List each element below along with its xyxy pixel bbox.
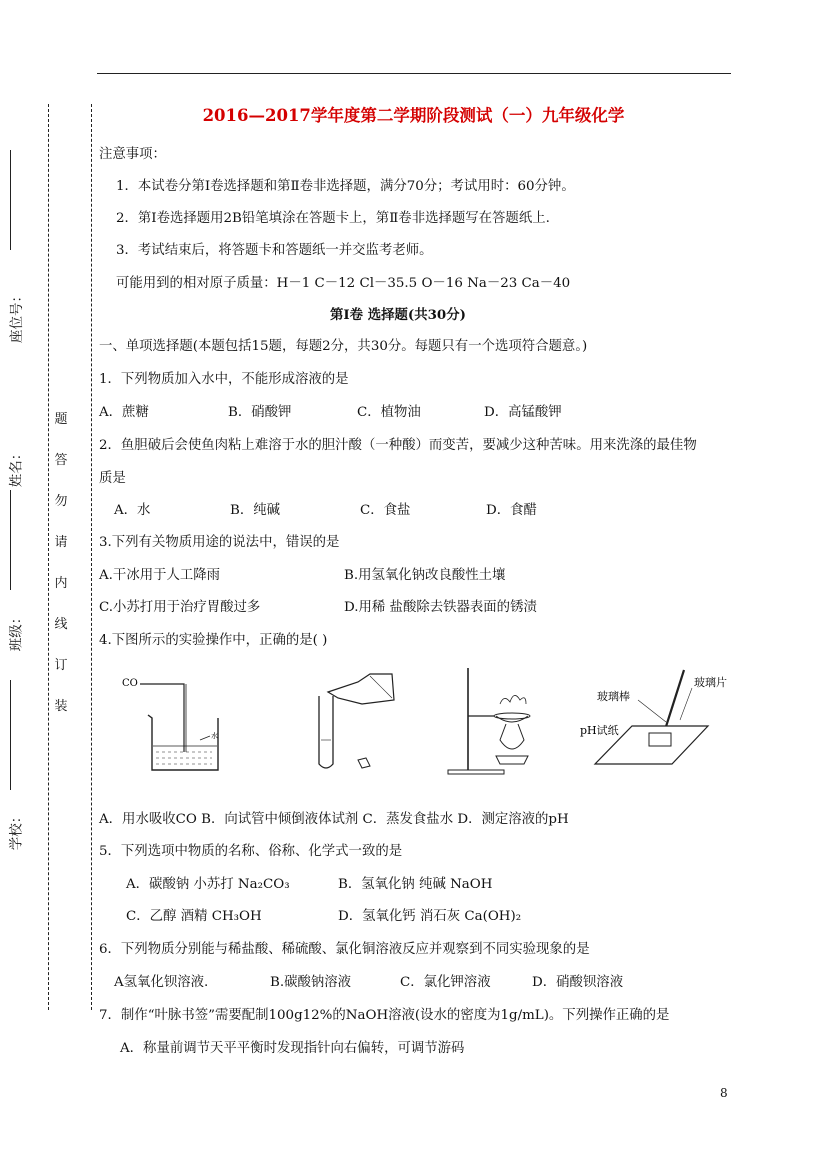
margin-char-xian: 线 [54,617,68,632]
margin-char-zhuang: 装 [54,699,68,714]
margin-char-wu: 勿 [54,494,68,509]
margin-char-qing: 请 [54,535,68,550]
q3-option-d: D.用稀 盐酸除去铁器表面的锈渍 [344,600,537,615]
page-number: 8 [720,1086,728,1100]
q5-option-d: D．氢氧化钙 消石灰 Ca(OH)₂ [338,909,522,924]
svg-text:玻璃片: 玻璃片 [694,676,727,689]
notes-heading: 注意事项： [99,147,166,162]
atomic-mass-line: 可能用到的相对原子质量：H－1 C－12 Cl－35.5 O－16 Na－23 Ca－40 [116,276,571,291]
q2-stem-cont: 质是 [99,471,126,486]
q1-option-b: B．硝酸钾 [228,405,292,420]
q4-stem: 4.下图所示的实验操作中，正确的是( ) [99,633,328,648]
binding-dashed-line-outer [48,104,49,1010]
binding-dashed-line-inner [91,104,92,1010]
margin-char-ding: 订 [54,658,68,673]
section-instructions: 一、单项选择题(本题包括15题，每题2分，共30分。每题只有一个选项符合题意。) [99,339,588,354]
svg-text:pH试纸: pH试纸 [580,724,619,737]
note-item-1: 1．本试卷分第Ⅰ卷选择题和第Ⅱ卷非选择题，满分70分；考试用时：60分钟。 [116,179,575,194]
q6-option-b: B.碳酸钠溶液 [270,975,352,990]
q7-stem: 7．制作“叶脉书签”需要配制100g12%的NaOH溶液(设水的密度为1g/mL)。下列操作正确的是 [99,1008,670,1023]
q6-option-c: C．氯化钾溶液 [400,975,491,990]
note-item-3: 3．考试结束后，将答题卡和答题纸一并交监考老师。 [116,243,433,258]
seat-number-blank [10,150,11,250]
q1-option-a: A．蔗糖 [99,405,149,420]
q3-option-b: B.用氢氧化钠改良酸性土壤 [344,568,506,583]
svg-text:CO: CO [122,678,138,689]
q5-option-b: B．氢氧化钠 纯碱 NaOH [338,877,493,892]
school-label: 学校： [8,809,25,851]
q2-option-b: B．纯碱 [230,503,281,518]
q3-option-c: C.小苏打用于治疗胃酸过多 [99,600,261,615]
q2-option-c: C．食盐 [360,503,411,518]
q4-options: A．用水吸收CO B．向试管中倾倒液体试剂 C．蒸发食盐水 D．测定溶液的pH [99,812,569,827]
q5-option-a: A．碳酸钠 小苏打 Na₂CO₃ [126,877,290,892]
figure-a-beaker [122,678,218,770]
margin-char-nei: 内 [54,576,68,591]
name-blank [10,490,11,590]
figure-b-test-tube [319,674,394,768]
section-title: 第Ⅰ卷 选择题(共30分) [330,307,466,323]
seat-number-label: 座位号： [9,289,25,343]
page-title: 2016—2017学年度第二学期阶段测试（一）九年级化学 [202,106,625,125]
q2-stem: 2．鱼胆破后会使鱼肉粘上难溶于水的胆汁酸（一种酸）而变苦，要减少这种苦味。用来洗涤的最佳物 [99,438,697,453]
q7-option-a: A．称量前调节天平平衡时发现指针向右偏转，可调节游码 [120,1041,465,1056]
q1-option-d: D．高锰酸钾 [484,405,562,420]
q1-stem: 1．下列物质加入水中，不能形成溶液的是 [99,372,349,387]
svg-text:玻璃棒: 玻璃棒 [597,690,630,703]
margin-char-ti: 题 [54,412,68,427]
q3-stem: 3.下列有关物质用途的说法中，错误的是 [99,535,340,550]
q3-option-a: A.干冰用于人工降雨 [99,568,221,583]
q5-option-c: C．乙醇 酒精 CH₃OH [126,909,262,924]
svg-text:水: 水 [211,732,218,740]
figure-c-evaporation [448,668,530,774]
q6-option-d: D．硝酸钡溶液 [532,975,624,990]
q4-figure [100,660,740,782]
figure-d-ph-test [580,670,727,764]
margin-char-da: 答 [54,453,68,468]
q6-option-a: A氢氧化钡溶液. [114,975,209,990]
q5-stem: 5．下列选项中物质的名称、俗称、化学式一致的是 [99,844,403,859]
q2-option-d: D．食醋 [486,503,537,518]
name-label: 姓名： [8,446,25,488]
note-item-2: 2．第Ⅰ卷选择题用2B铅笔填涂在答题卡上，第Ⅱ卷非选择题写在答题纸上. [116,211,550,226]
q1-option-c: C．植物油 [357,405,421,420]
q6-stem: 6．下列物质分别能与稀盐酸、稀硫酸、氯化铜溶液反应并观察到不同实验现象的是 [99,942,590,957]
q2-option-a: A．水 [114,503,151,518]
class-label: 班级： [8,610,25,652]
header-rule [97,73,731,74]
class-blank [10,680,11,790]
